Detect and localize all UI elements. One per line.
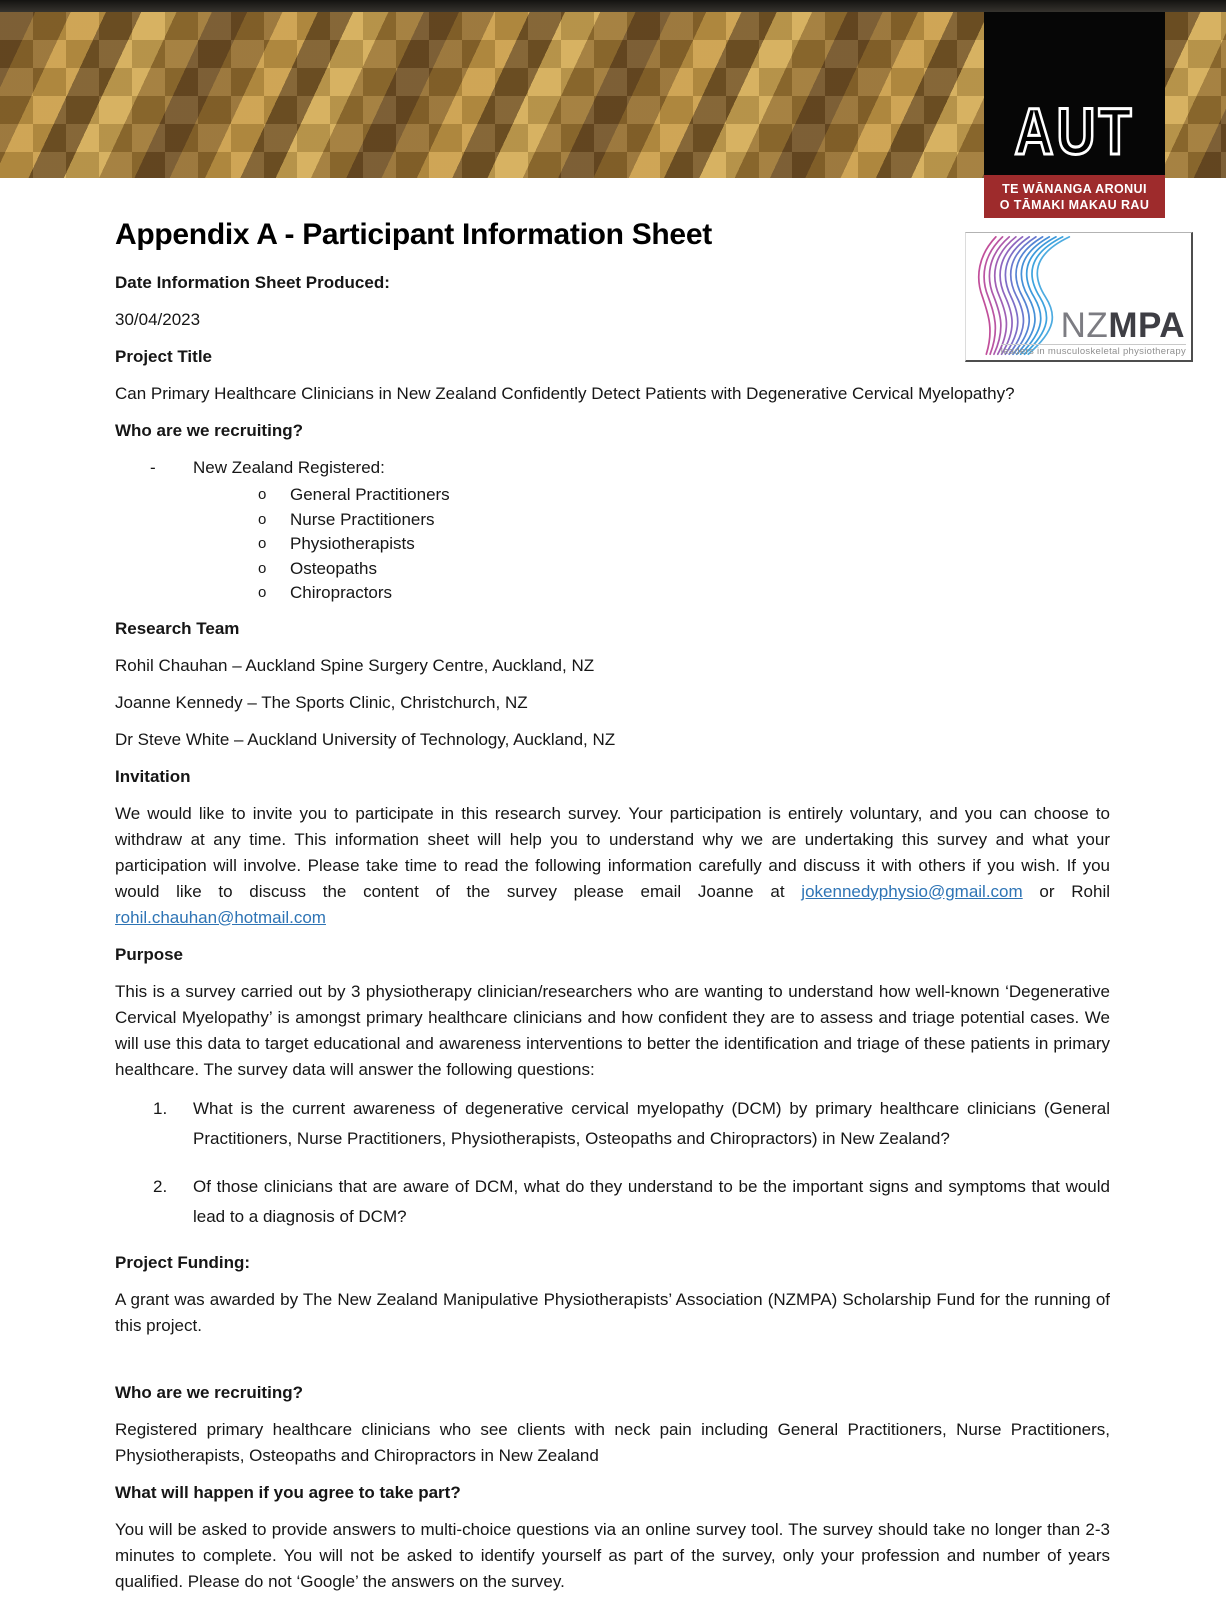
list-item-physiotherapists: [115, 532, 1110, 557]
heading-date-produced: Date Information Sheet Produced:: [115, 273, 390, 292]
question-item-1: [115, 1094, 1110, 1154]
list-item-general-practitioners: [115, 483, 1110, 508]
heading-recruiting: Who are we recruiting?: [115, 421, 303, 440]
recruiting-sublist: [115, 483, 1110, 606]
page-title: Appendix A - Participant Information Sheet: [115, 218, 712, 251]
aut-tagline-strip: [984, 175, 1165, 218]
aut-tagline-line1: TE WĀNANGA ARONUI: [1002, 182, 1147, 196]
circle-bullet: o: [258, 559, 267, 577]
date-value: 30/04/2023: [115, 310, 201, 329]
list-item-label: Osteopaths: [290, 558, 377, 578]
list-item-nz-registered: [115, 455, 1110, 481]
aut-tagline-line2: O TĀMAKI MAKAU RAU: [999, 198, 1150, 212]
circle-bullet: o: [258, 535, 267, 552]
research-team-member-3: Dr Steve White – Auckland University of Technology, Auckland, NZ: [115, 729, 616, 749]
list-item-nurse-practitioners: [115, 508, 1110, 533]
list-item-osteopaths: [115, 557, 1110, 582]
nzmpa-wordmark-nz: NZ: [1060, 306, 1109, 345]
email-link-rohil[interactable]: rohil.chauhan@hotmail.com: [115, 907, 326, 927]
circle-bullet: o: [258, 486, 267, 503]
purpose-paragraph: This is a survey carried out by 3 physiotherapy clinician/researchers who are wanting to understand how well-known ‘Degenerative Cervical Myelopathy’ is amongst primary healthcare clinicians and how confident they are to assess and triage potential cases. We will use this data to target educational and awareness interventions to better the identification and triage of these patients in primary healthcare. The survey data will answer the following questions:: [115, 981, 1110, 1079]
email-link-joanne[interactable]: jokennedyphysio@gmail.com: [801, 881, 1023, 901]
invitation-text: or Rohil: [1022, 881, 1110, 901]
question-number: 2.: [153, 1176, 168, 1196]
list-item-label: Chiropractors: [290, 583, 393, 602]
dash-bullet: -: [150, 458, 156, 477]
heading-purpose: Purpose: [115, 944, 184, 964]
aut-logo-text: AUT: [1014, 95, 1135, 169]
question-item-2: [115, 1172, 1110, 1232]
research-team-member-1: Rohil Chauhan – Auckland Spine Surgery Centre, Auckland, NZ: [115, 655, 595, 675]
list-item-label: General Practitioners: [290, 485, 450, 504]
nzmpa-tagline: leaders in musculoskeletal physiotherapy: [1000, 346, 1186, 357]
list-item-chiropractors: [115, 581, 1110, 606]
aut-logo-block: [984, 12, 1165, 175]
header-banner: [0, 12, 1226, 212]
document-body: [115, 218, 1110, 1606]
nzmpa-wordmark-mpa: MPA: [1108, 306, 1185, 345]
recruiting-paragraph: Registered primary healthcare clinicians who see clients with neck pain including General Practitioners, Nurse Practitioners, Physiotherapists, Osteopaths and Chiropractors in New Zealand: [115, 1419, 1110, 1465]
question-number: 1.: [153, 1098, 168, 1118]
question-text: What is the current awareness of degenerative cervical myelopathy (DCM) by primary healthcare clinicians (General Practitioners, Nurse Practitioners, Physiotherapists, Osteopaths and Chiropractors) in New Zealand?: [193, 1098, 1110, 1148]
heading-project-funding: Project Funding:: [115, 1252, 251, 1272]
question-text: Of those clinicians that are aware of DCM, what do they understand to be the important signs and symptoms that would lead to a diagnosis of DCM?: [193, 1176, 1110, 1226]
project-title-text: Can Primary Healthcare Clinicians in New Zealand Confidently Detect Patients with Degenerative Cervical Myelopathy?: [115, 384, 1015, 403]
circle-bullet: o: [258, 510, 267, 528]
list-item-label: New Zealand Registered:: [193, 458, 385, 477]
heading-research-team: Research Team: [115, 618, 240, 638]
heading-invitation: Invitation: [115, 766, 191, 786]
list-item-label: Physiotherapists: [290, 534, 415, 553]
heading-take-part: What will happen if you agree to take part?: [115, 1482, 461, 1502]
invitation-paragraph: [115, 801, 1110, 931]
circle-bullet: o: [258, 584, 267, 601]
invitation-text: We would like to invite you to participate in this research survey. Your participation is entirely voluntary, and you can choose to withdraw at any time. This information sheet will help you to understand why we are undertaking this survey and what your participation will involve. Please take time to read the following information carefully and discuss it with others if you wish. If you would like to discuss the content of the survey please email Joanne at: [115, 803, 1110, 901]
window-top-bar: [0, 0, 1226, 12]
heading-project-title: Project Title: [115, 347, 212, 366]
heading-recruiting-2: Who are we recruiting?: [115, 1382, 303, 1402]
take-part-paragraph: You will be asked to provide answers to multi-choice questions via an online survey tool. The survey should take no longer than 2-3 minutes to complete. You will not be asked to identify yourself as part of the survey, only your profession and number of years qualified. Please do not ‘Google’ the answers on the survey.: [115, 1519, 1110, 1591]
list-item-label: Nurse Practitioners: [290, 509, 435, 529]
funding-paragraph: A grant was awarded by The New Zealand Manipulative Physiotherapists’ Association (NZMPA) Scholarship Fund for the running of this project.: [115, 1289, 1110, 1335]
research-team-member-2: Joanne Kennedy – The Sports Clinic, Christchurch, NZ: [115, 692, 528, 712]
